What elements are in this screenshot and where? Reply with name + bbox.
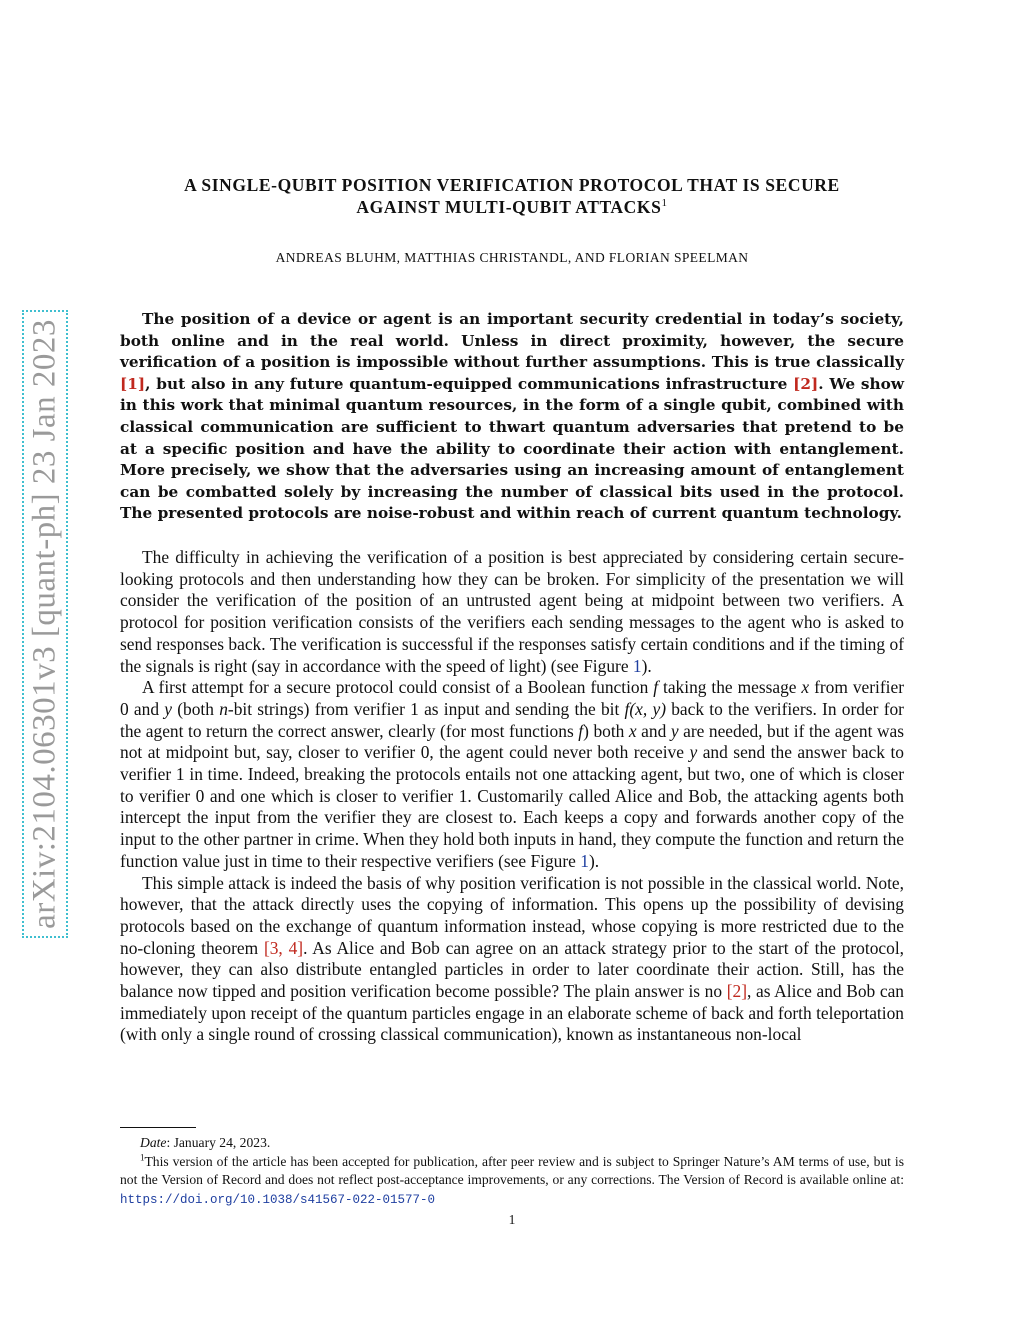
math-var: x [801, 677, 810, 698]
title-line-2: AGAINST MULTI-QUBIT ATTACKS$^1$ [356, 197, 668, 217]
version-footnote: $^1$This version of the article has been accepted for publication, after peer review and is subject to Springer Nature’s AM terms of use, but is not the Version of Record and does not reflect post-acceptance improvements, or any corrections. The Version of Record is available online at: https://doi.org/10.1038/s41567-022-01577-0 [120, 1151, 904, 1207]
page-number: 1 [508, 1212, 516, 1227]
citation-link[interactable]: [3, 4] [263, 937, 304, 958]
paper-title [120, 174, 904, 218]
abstract: The position of a device or agent is an important security credential in today’s society, both online and in the real world. Unless in direct proximity, however, the secure verification of a position is impossible without further assumptions. This is true classically [1], but also in any future quantum-equipped communications infrastructure [2]. We show in this work that minimal quantum resources, in the form of a single qubit, combined with classical communication are sufficient to thwart quantum adversaries that pretend to be at a specific position and have the ability to coordinate their action with entanglement. More precisely, we show that the adversaries using an increasing amount of entanglement can be combatted solely by increasing the number of classical bits used in the protocol. The presented protocols are noise-robust and within reach of current quantum technology. [120, 310, 904, 523]
citation-link[interactable]: [1] [120, 374, 146, 393]
math-var: y [164, 698, 173, 719]
figure-link[interactable]: 1 [632, 655, 642, 676]
math-expr: f(x, y) [624, 698, 666, 719]
math-var: f [653, 677, 659, 698]
citation-link[interactable]: [2] [793, 374, 819, 393]
title-line-1: A SINGLE-QUBIT POSITION VERIFICATION PROTOCOL THAT IS SECURE [184, 175, 840, 195]
arxiv-side-stamp [22, 310, 68, 938]
math-var: y [689, 742, 698, 763]
paragraph-3: This simple attack is indeed the basis of why position verification is not possible in the classical world. Note, however, that the attack directly uses the copying of information. This opens up the possibility of devising protocols based on the exchange of quantum information instead, whose copying is more restricted due to the no-cloning theorem [3, 4]. As Alice and Bob can agree on an attack strategy prior to the start of the protocol, however, they can also distribute entangled particles in order to later coordinate their action. Still, has the balance now tipped and position verification become possible? The plain answer is no [2], as Alice and Bob can immediately upon receipt of the quantum particles engage in an elaborate scheme of back and forth teleportation (with only a single round of crossing classical communication), known as instantaneous non-local [120, 872, 905, 1045]
figure-link[interactable]: 1 [580, 850, 589, 871]
footnote-rule [120, 1127, 196, 1128]
math-var: y [670, 720, 679, 741]
citation-link[interactable]: [2] [726, 981, 748, 1002]
math-var: n [219, 698, 228, 719]
paragraph-2: A first attempt for a secure protocol could consist of a Boolean function f taking the message x from verifier 0 and y (both n-bit strings) from verifier 1 as input and sending the bit f(x, y) back to the verifiers. In order for the agent to return the correct answer, clearly (for most functions f) both x and y are needed, but if the agent was not at midpoint but, say, closer to verifier 0, the agent could never both receive y and send the answer back to verifier 1 in time. Indeed, breaking the protocols entails not one attacking agent, but two, one of which is closer to verifier 0 and one which is closer to verifier 1. Customarily called Alice and Bob, the attacking agents both intercept the input from the verifier they are closest to. Each keeps a copy and forwards another copy of the input to the other partner in crime. When they hold both inputs in hand, they compute the function and return the function value just in time to their respective verifiers (see Figure 1). [120, 677, 904, 871]
title-footnote-mark[interactable]: 1 [661, 197, 668, 210]
paragraph-1: The difficulty in achieving the verification of a position is best appreciated by considering certain secure-looking protocols and then understanding how they can be broken. For simplicity of the presentation we will consider the verification of the position of an untrusted agent being at midpoint between two verifiers. A protocol for position verification consists of the verifiers each sending messages to the agent who is asked to send responses back. The verification is successful if the responses satisfy certain conditions and if the timing of the signals is right (say in accordance with the speed of light) (see Figure 1). [120, 547, 904, 676]
doi-link[interactable]: https://doi.org/10.1038/s41567-022-01577-0 [120, 1192, 436, 1207]
date-footnote: Date: January 24, 2023. [140, 1135, 271, 1150]
footnotes [120, 1134, 904, 1209]
math-var: f [578, 720, 584, 741]
author-list: ANDREAS BLUHM, MATTHIAS CHRISTANDL, AND FLORIAN SPEELMAN [275, 250, 749, 265]
body-text [120, 547, 904, 1046]
arxiv-identifier[interactable]: arXiv:2104.06301v3 [quant-ph] 23 Jan 2023 [26, 319, 63, 929]
math-var: x [628, 720, 637, 741]
